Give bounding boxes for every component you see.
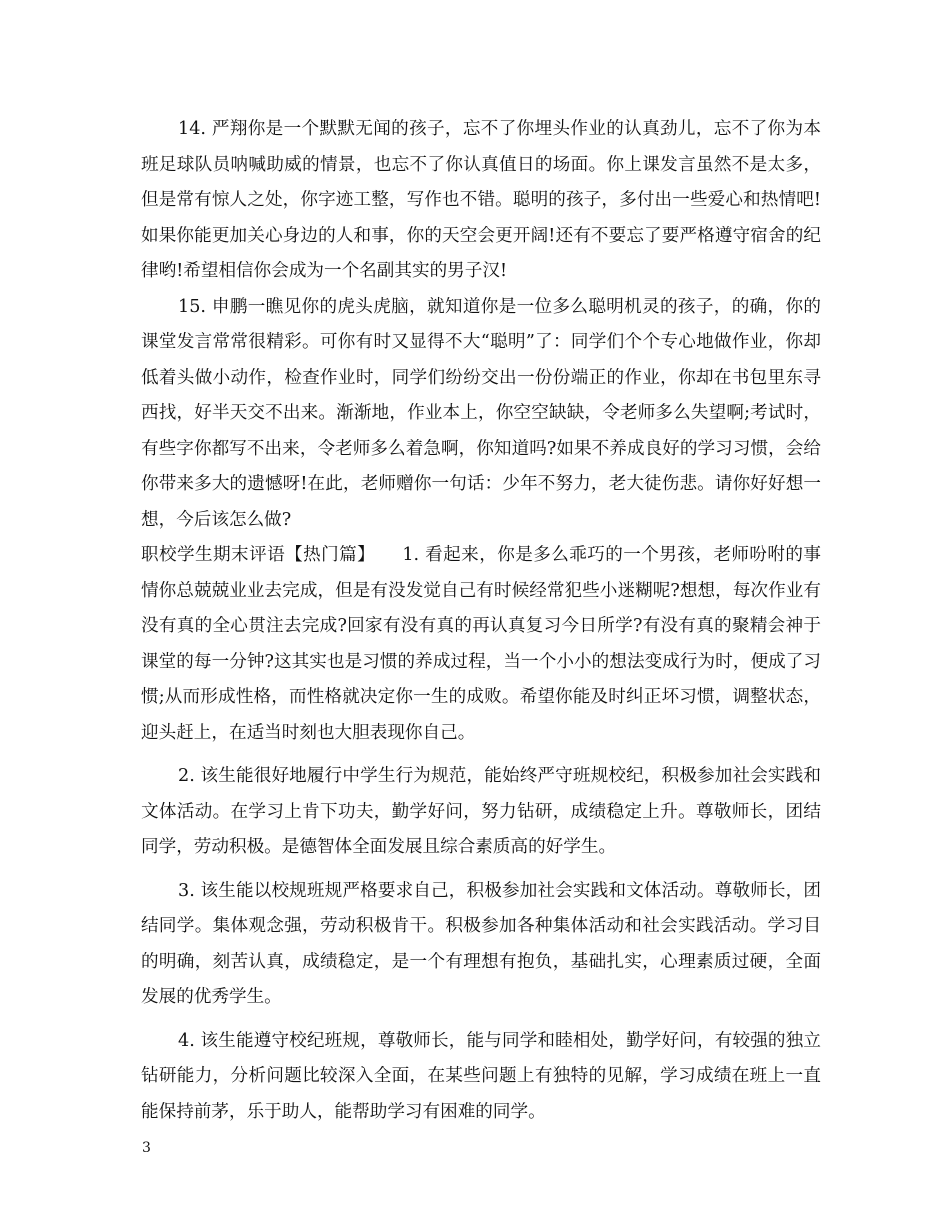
comment-paragraph-15: 15. 申鹏一瞧见你的虎头虎脑，就知道你是一位多么聪明机灵的孩子，的确，你的课堂发言常常很精彩。可你有时又显得不大“聪明”了：同学们个个专心地做作业，你却低着头做小动作，检查作业时，同学们纷纷交出一份份端正的作业，你却在书包里东寻西找，好半天交不出来。渐渐地，作业本上，你空空缺缺，令老师多么失望啊;考试时，有些字你都写不出来，令老师多么着急啊，你知道吗?如果不养成良好的学习习惯，会给你带来多大的遗憾呀!在此，老师赠你一句话：少年不努力，老大徒伤悲。请你好好想一想，今后该怎么做? — [141, 296, 821, 530]
page-number: 3 — [142, 1140, 151, 1156]
document-body — [141, 112, 821, 1130]
section-heading-paragraph: 职校学生期末评语【热门篇】 1. 看起来，你是多么乖巧的一个男孩，老师吩咐的事情你总兢兢业业去完成，但是有没发觉自己有时候经常犯些小迷糊呢?想想，每次作业有没有真的全心贯注去完成?回家有没有真的再认真复习今日所学?有没有真的聚精会神于课堂的每一分钟?这其实也是习惯的养成过程，当一个小小的想法变成行为时，便成了习惯;从而形成性格，而性格就决定你一生的成败。希望你能及时纠正坏习惯，调整状态，迎头赶上，在适当时刻也大胆表现你自己。 — [141, 545, 821, 743]
comment-paragraph-4: 4. 该生能遵守校纪班规，尊敬师长，能与同学和睦相处，勤学好问，有较强的独立钻研能力，分析问题比较深入全面，在某些问题上有独特的见解，学习成绩在班上一直能保持前茅，乐于助人，能帮助学习有困难的同学。 — [141, 1030, 821, 1122]
comment-paragraph-2: 2. 该生能很好地履行中学生行为规范，能始终严守班规校纪，积极参加社会实践和文体活动。在学习上肯下功夫，勤学好问，努力钻研，成绩稳定上升。尊敬师长，团结同学，劳动积极。是德智体全面发展且综合素质高的好学生。 — [141, 766, 821, 857]
comment-paragraph-3: 3. 该生能以校规班规严格要求自己，积极参加社会实践和文体活动。尊敬师长，团结同学。集体观念强，劳动积极肯干。积极参加各种集体活动和社会实践活动。学习目的明确，刻苦认真，成绩稳定，是一个有理想有抱负，基础扎实，心理素质过硬，全面发展的优秀学生。 — [141, 880, 821, 1007]
comment-paragraph-14: 14. 严翔你是一个默默无闻的孩子，忘不了你埋头作业的认真劲儿，忘不了你为本班足球队员呐喊助威的情景，也忘不了你认真值日的场面。你上课发言虽然不是太多，但是常有惊人之处，你字迹工整，写作也不错。聪明的孩子，多付出一些爱心和热情吧!如果你能更加关心身边的人和事，你的天空会更开阔!还有不要忘了要严格遵守宿舍的纪律哟!希望相信你会成为一个名副其实的男子汉! — [141, 119, 821, 281]
